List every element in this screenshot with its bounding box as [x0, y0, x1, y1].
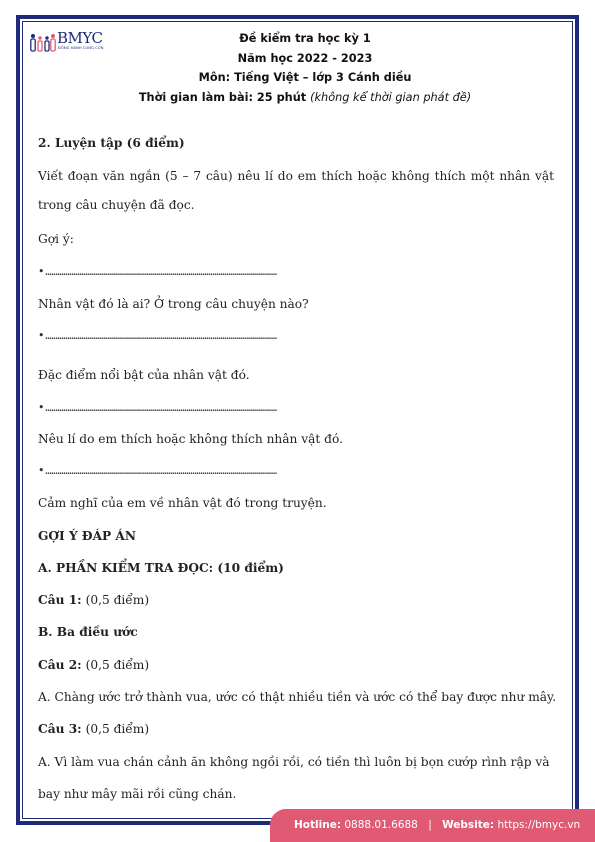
time-allowed [110, 88, 500, 108]
time-allowed-label: Thời gian làm bài: 25 phút [138, 90, 307, 104]
hotline-label: Hotline: [294, 819, 342, 831]
answer-line: •................................................................................................................... [38, 400, 277, 414]
question-1-answer: B. Ba điều ước [38, 625, 138, 639]
hint-question: Nhân vật đó là ai? Ở trong câu chuyện nào? [38, 297, 309, 311]
logo-text: BMYC [57, 29, 103, 47]
website-label: Website: [442, 819, 495, 831]
bmyc-logo [30, 28, 112, 54]
footer-separator: | [428, 819, 432, 831]
school-year: Năm học 2022 - 2023 [237, 51, 373, 65]
website-link[interactable]: https://bmyc.vn [497, 819, 581, 831]
part-a-title: A. PHẦN KIỂM TRA ĐỌC: (10 điểm) [38, 561, 284, 575]
writing-prompt: Viết đoạn văn ngắn (5 – 7 câu) nêu lí do em thích hoặc không thích một nhân vật trong câu chuyện đã đọc. [38, 169, 554, 212]
question-3-answer-line-1: A. Vì làm vua chán cảnh ăn không ngồi rồi, có tiền thì luôn bị bọn cướp rình rập và [38, 755, 550, 769]
question-2: Câu 2: (0,5 điểm) [38, 658, 150, 672]
question-2-answer: A. Chàng ước trở thành vua, ước có thật nhiều tiền và ước có thể bay được như mây. [38, 690, 557, 704]
hint-question: Đặc điểm nổi bật của nhân vật đó. [38, 368, 250, 382]
logo-tagline: ĐỒNG HÀNH CÙNG CON [58, 46, 104, 50]
answers-title: GỢI Ý ĐÁP ÁN [38, 529, 137, 543]
time-allowed-note: (không kể thời gian phát đề) [310, 90, 472, 104]
hotline-number[interactable]: 0888.01.6688 [344, 819, 418, 831]
contact-footer [270, 809, 595, 842]
hint-question: Nêu lí do em thích hoặc không thích nhân vật đó. [38, 432, 343, 446]
hint-label: Gợi ý: [38, 232, 74, 246]
exam-title: Đề kiểm tra học kỳ 1 [239, 32, 371, 45]
answer-line: •................................................................................................................... [38, 463, 277, 477]
answer-line: •................................................................................................................... [38, 328, 277, 342]
question-3-answer-line-2: bay như mây mãi rồi cũng chán. [38, 787, 237, 801]
section-2-title: 2. Luyện tập (6 điểm) [38, 136, 185, 150]
document-header [110, 29, 500, 107]
hint-question: Cảm nghĩ của em về nhân vật đó trong truyện. [38, 496, 327, 510]
question-1: Câu 1: (0,5 điểm) [38, 593, 150, 607]
question-3: Câu 3: (0,5 điểm) [38, 722, 150, 736]
subject: Môn: Tiếng Việt – lớp 3 Cánh diều [198, 71, 412, 84]
answer-line: •................................................................................................................... [38, 264, 277, 278]
family-figures-icon [30, 32, 56, 52]
